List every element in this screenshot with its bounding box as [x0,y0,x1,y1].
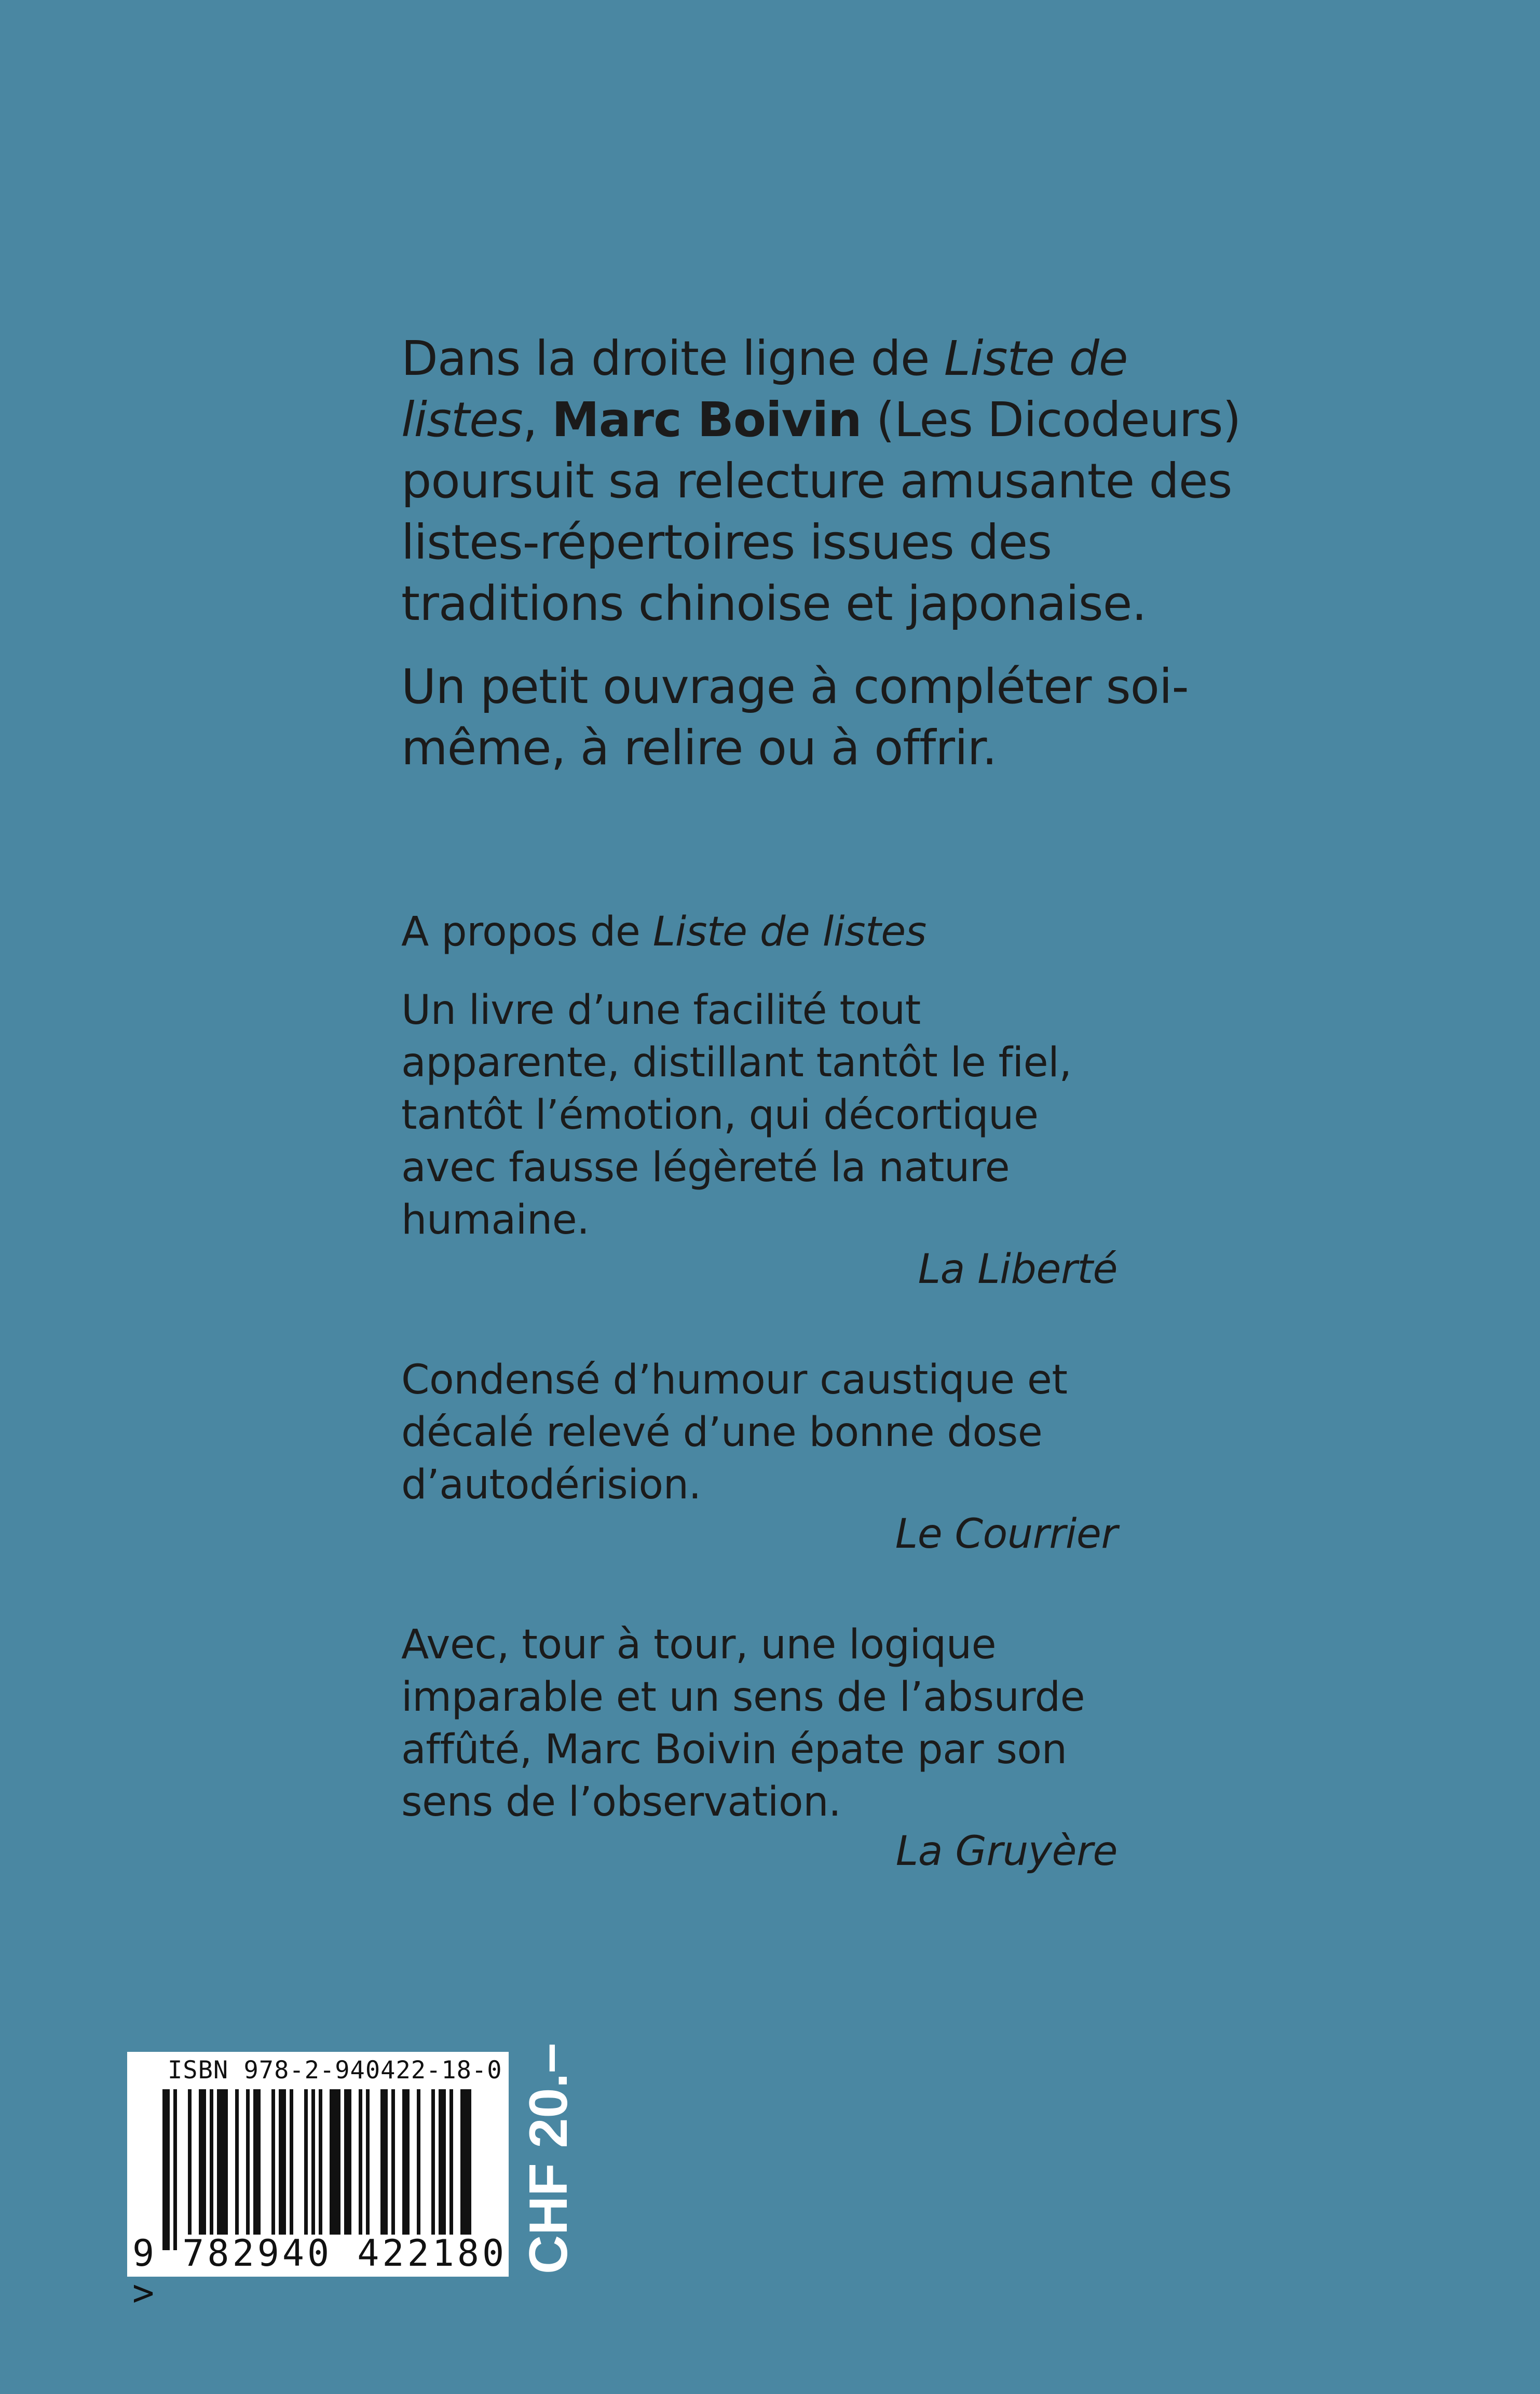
barcode-bar [380,2089,388,2235]
press-reviews [401,906,1117,1878]
barcode-bar [188,2089,192,2235]
review-quote: Un livre d’une facilité tout apparente, distillant tantôt le fiel, tantôt l’émotion, qui décortique avec fausse légèreté la nature humaine. [401,987,1072,1243]
price-label: CHF 20.– [519,2043,579,2274]
blurb-text: Dans la droite ligne de [401,331,944,386]
reviews-heading [401,906,1117,958]
barcode-bar [417,2089,420,2235]
blurb-text: , [522,392,552,448]
barcode-bar [217,2089,228,2235]
review-source: La Liberté [918,1246,1117,1293]
barcode-bar [304,2089,308,2235]
isbn-label: ISBN 978-2-940422-18-0 [168,2056,502,2085]
barcode-bar [460,2089,471,2235]
barcode-bar [279,2089,286,2235]
review-quote: Avec, tour à tour, une logique imparable et un sens de l’absurde affûté, Marc Boivin épate par son sens de l’observation. [401,1621,1085,1825]
barcode-bar [271,2089,275,2235]
blurb-paragraph-2: Un petit ouvrage à compléter soi-même, à relire ou à offrir. [401,659,1189,776]
blurb-text: (Les Dicodeurs) poursuit sa relecture amusante des listes-répertoires issues des traditions chinoise et japonaise. [401,392,1241,631]
barcode-bar [359,2089,362,2235]
barcode-bar [311,2089,315,2235]
blurb-paragraph-1 [401,328,1263,634]
barcode-bar [253,2089,261,2235]
reviews-heading-title: Liste de listes [652,909,926,955]
barcode-bar [449,2089,453,2235]
barcode-bar [391,2089,395,2235]
price-container [519,2043,579,2274]
barcode-bar [235,2089,239,2235]
barcode-bar [210,2089,213,2235]
barcode-bar [162,2089,170,2250]
reviews-heading-prefix: A propos de [401,909,653,955]
barcode-bar [431,2089,435,2235]
barcode-bar [173,2089,177,2250]
barcode-bar [402,2089,410,2235]
back-cover-blurb [401,328,1263,779]
review-quote: Condensé d’humour caustique et décalé relevé d’une bonne dose d’autodérision. [401,1357,1068,1508]
barcode-bar [439,2089,446,2235]
author-name: Marc Boivin [552,392,862,448]
barcode-bar [330,2089,340,2235]
barcode-bar [319,2089,322,2235]
review-source: Le Courrier [895,1511,1117,1558]
review-source: La Gruyère [895,1828,1117,1875]
book-title-reference: Liste de listes [401,331,1128,448]
review-item [401,984,1117,1296]
barcode-digits: 9 782940 422180 > [132,2232,508,2314]
barcode-bar [199,2089,206,2235]
isbn-barcode [127,2052,509,2314]
review-item [401,1354,1117,1561]
barcode-bar [344,2089,351,2235]
barcode-bar [366,2089,370,2235]
review-item [401,1619,1117,1878]
barcode-bar [246,2089,250,2235]
barcode-bar [290,2089,293,2235]
